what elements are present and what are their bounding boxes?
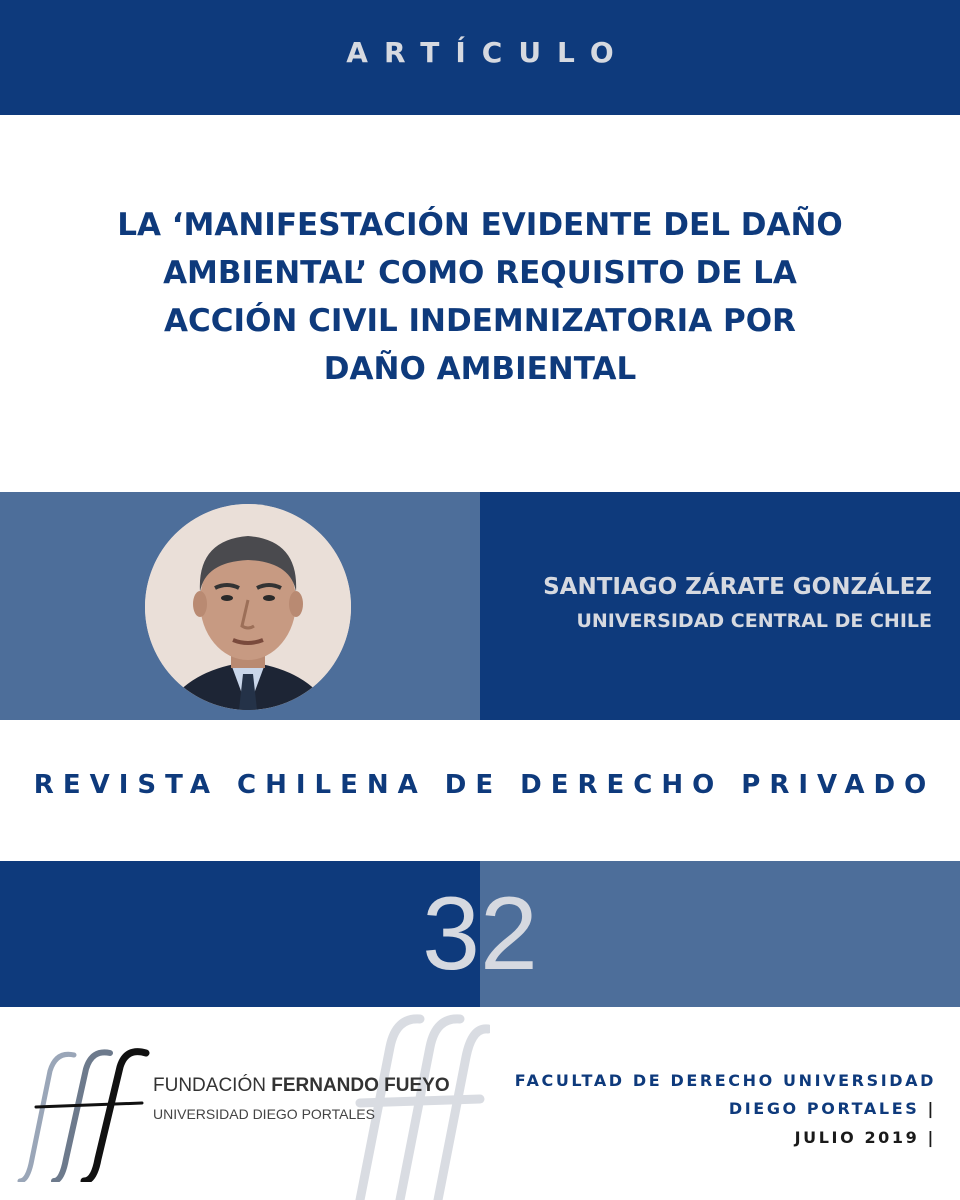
- author-photo: [145, 504, 351, 710]
- section-label: ARTÍCULO: [346, 36, 630, 69]
- header-band: [0, 0, 960, 115]
- author-affiliation: UNIVERSIDAD CENTRAL DE CHILE: [576, 610, 932, 632]
- author-band: [0, 492, 960, 720]
- publication-date-line: [795, 1128, 936, 1147]
- author-portrait-icon: [145, 504, 351, 710]
- separator: |: [927, 1099, 936, 1118]
- foundation-name-strong: FERNANDO FUEYO: [271, 1075, 450, 1096]
- author-photo-panel: [0, 492, 480, 720]
- footer: [0, 1007, 960, 1200]
- publication-date: JULIO 2019: [794, 1128, 920, 1147]
- foundation-prefix: FUNDACIÓN: [153, 1075, 266, 1096]
- title-line: DAÑO AMBIENTAL: [323, 351, 637, 387]
- faculty-line-1: FACULTAD DE DERECHO UNIVERSIDAD: [514, 1071, 936, 1090]
- watermark-monogram-icon: [320, 1007, 490, 1200]
- title-line: AMBIENTAL’ COMO REQUISITO DE LA: [163, 255, 797, 291]
- journal-area: [0, 720, 960, 861]
- faculty-line-2: [729, 1099, 936, 1118]
- issue-number: 32: [422, 876, 538, 992]
- journal-name: REVISTA CHILENA DE DERECHO PRIVADO: [33, 770, 936, 800]
- author-info-panel: [480, 492, 960, 720]
- foundation-name: [153, 1075, 450, 1097]
- foundation-subtitle: UNIVERSIDAD DIEGO PORTALES: [153, 1106, 375, 1122]
- title-area: [0, 115, 960, 492]
- faculty-line-2-text: DIEGO PORTALES: [728, 1099, 920, 1118]
- article-title: [80, 201, 880, 393]
- title-line: LA ‘MANIFESTACIÓN EVIDENTE DEL DAÑO: [117, 207, 843, 243]
- title-line: ACCIÓN CIVIL INDEMNIZATORIA POR: [164, 303, 796, 339]
- author-name: SANTIAGO ZÁRATE GONZÁLEZ: [543, 574, 932, 600]
- issue-band: [0, 861, 960, 1007]
- fff-monogram-icon: [14, 1047, 154, 1182]
- separator: |: [927, 1128, 936, 1147]
